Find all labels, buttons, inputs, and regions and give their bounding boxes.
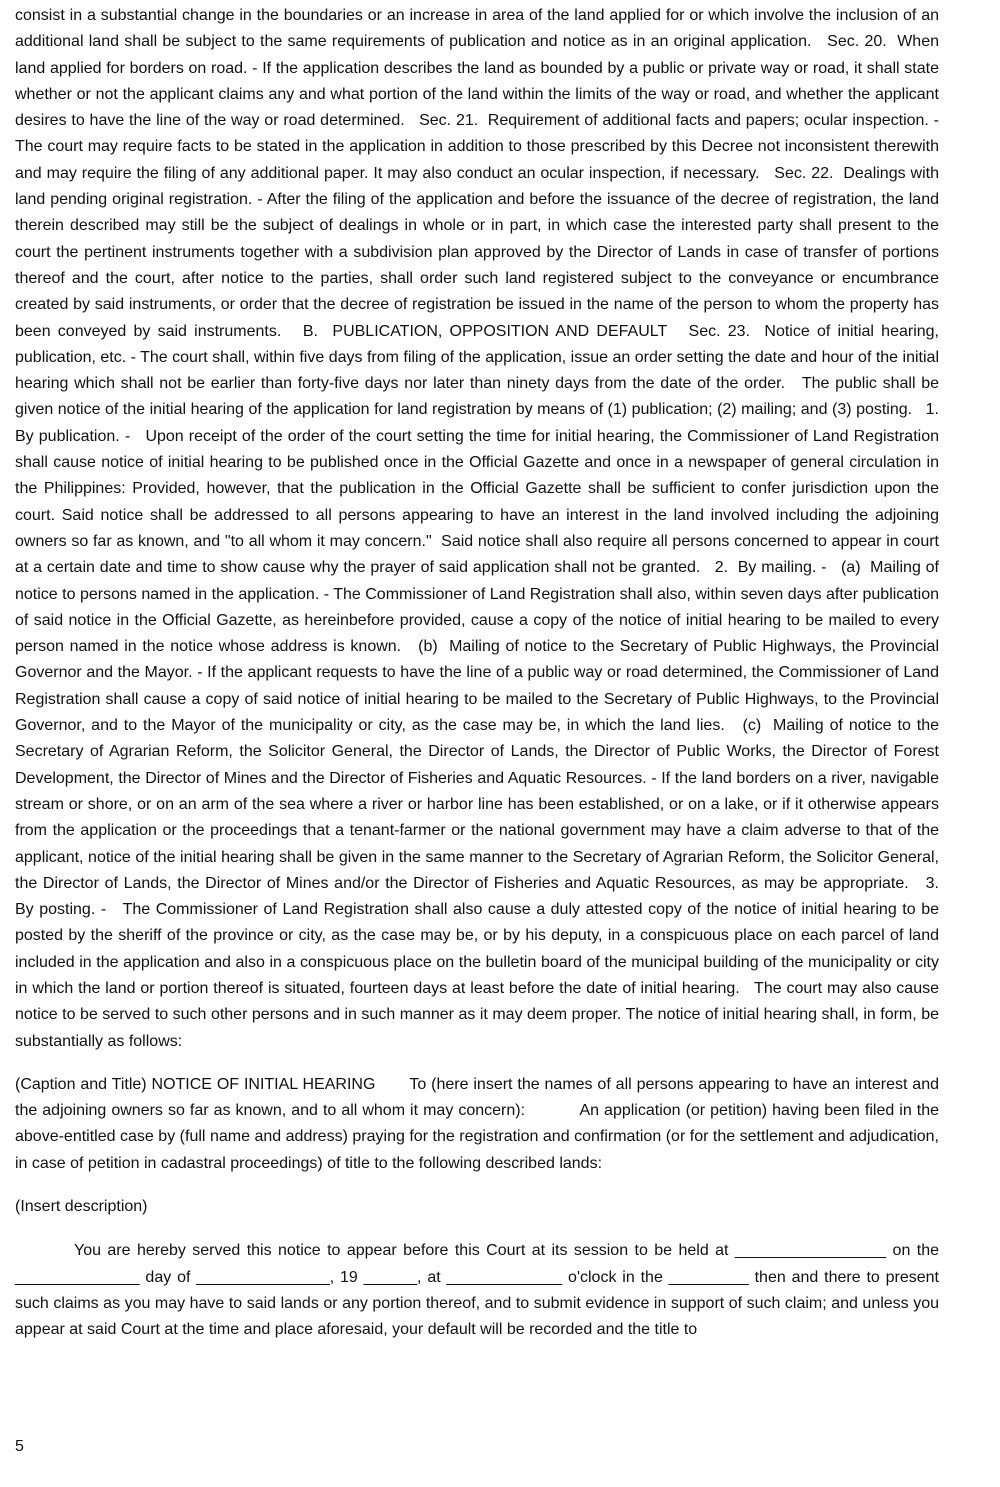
insert-description-paragraph: (Insert description) <box>15 1198 148 1216</box>
paragraph-spacer <box>15 1220 939 1238</box>
paragraph-spacer <box>15 1177 939 1194</box>
body-paragraph-sections: consist in a substantial change in the boundaries or an increase in area of the land applied for or which involve the inclusion of an additional land shall be subject to the same requirements of publication and notice as in an original application. Sec. 20. When land applied for borders on road. - If the application describes the land as bounded by a public or private way or road, it shall state whether or not the applicant claims any and what portion of the land within the limits of the way or road, and whether the applicant desires to have the line of the way or road determined. Sec. 21. Requirement of additional facts and papers; ocular inspection. - The court may require facts to be stated in the application in addition to those prescribed by this Decree not inconsistent therewith and may require the filing of any additional paper. It may also conduct an ocular inspection, if necessary. Sec. 22. Dealings with land pending original registration. - After the filing of the application and before the issuance of the decree of registration, the land therein described may still be the subject of dealings in whole or in part, in which case the interested party shall present to the court the pertinent instruments together with a subdivision plan approved by the Director of Lands in case of transfer of portions thereof and the court, after notice to the parties, shall order such land registered subject to the conveyance or encumbrance created by said instruments, or order that the decree of registration be issued in the name of the person to whom the property has been conveyed by said instruments. B. PUBLICATION, OPPOSITION AND DEFAULT Sec. 23. Notice of initial hearing, publication, etc. - The court shall, within five days from filing of the application, issue an order setting the date and hour of the initial hearing which shall not be earlier than forty-five days nor later than ninety days from the date of the order. The public shall be given notice of the initial hearing of the application for land registration by means of (1) publication; (2) mailing; and (3) posting. 1. By publication. - Upon receipt of the order of the court setting the time for initial hearing, the Commissioner of Land Registration shall cause notice of initial hearing to be published once in the Official Gazette and once in a newspaper of general circulation in the Philippines: Provided, however, that the publication in the Official Gazette shall be sufficient to confer jurisdiction upon the court. Said notice shall be addressed to all persons appearing to have an interest in the land involved including the adjoining owners so far as known, and "to all whom it may concern." Said notice shall also require all persons concerned to appear in court at a certain date and time to show cause why the prayer of said application shall not be granted. 2. By mailing. - (a) Mailing of notice to persons named in the application. - The Commissioner of Land Registration shall also, within seven days after publication of said notice in the Official Gazette, as hereinbefore provided, cause a copy of the notice of initial hearing to be mailed to every person named in the notice whose address is known. (b) Mailing of notice to the Secretary of Public Highways, the Provincial Governor and the Mayor. - If the applicant requests to have the line of a public way or road determined, the Commissioner of Land Registration shall cause a copy of said notice of initial hearing to be mailed to the Secretary of Public Highways, to the Provincial Governor, and to the Mayor of the municipality or city, as the case may be, in which the land lies. (c) Mailing of notice to the Secretary of Agrarian Reform, the Solicitor General, the Director of Lands, the Director of Public Works, the Director of Forest Development, the Director of Mines and the Director of Fisheries and Aquatic Resources. - If the land borders on a river, navigable stream or shore, or on an arm of the sea where a river or harbor line has been established, or on a lake, or if it otherwise appears from the application or the proceedings that a tenant-farmer or the national government may have a claim adverse to that of the applicant, notice of the initial hearing shall be given in the same manner to the Secretary of Agrarian Reform, the Solicitor General, the Director of Lands, the Director of Mines and/or the Director of Fisheries and Aquatic Resources, as may be appropriate. 3. By posting. - The Commissioner of Land Registration shall also cause a duly attested copy of the notice of initial hearing to be posted by the sheriff of the province or city, as the case may be, or by his deputy, in a conspicuous place on each parcel of land included in the application and also in a conspicuous place on the bulletin board of the municipal building of the municipality or city in which the land or portion thereof is situated, fourteen days at least before the date of initial hearing. The court may also cause notice to be served to such other persons and in such manner as it may deem proper. The notice of initial hearing shall, in form, be substantially as follows: <box>15 7 948 1050</box>
notice-caption-paragraph: (Caption and Title) NOTICE OF INITIAL HEARING To (here insert the names of all persons appearing to have an interest and the adjoining owners so far as known, and to all whom it may concern): An application (or petition) having been filed in the above-entitled case by (full name and address) praying for the registration and confirmation (or for the settlement and adjudication, in case of petition in cadastral proceedings) of title to the following described lands: <box>15 1075 944 1172</box>
paragraph-spacer <box>15 1055 939 1072</box>
page-number: 5 <box>15 1438 24 1455</box>
served-notice-paragraph: You are hereby served this notice to appear before this Court at its session to be held at _________________ on the ______________ day of _______________, 19 ______, at _____________ o'clock in the _________ then and there to present such claims as you may have to said lands or any portion thereof, and to submit evidence in support of such claim; and unless you appear at said Court at the time and place aforesaid, your default will be recorded and the title to <box>15 1242 944 1339</box>
document-page <box>15 3 948 1344</box>
